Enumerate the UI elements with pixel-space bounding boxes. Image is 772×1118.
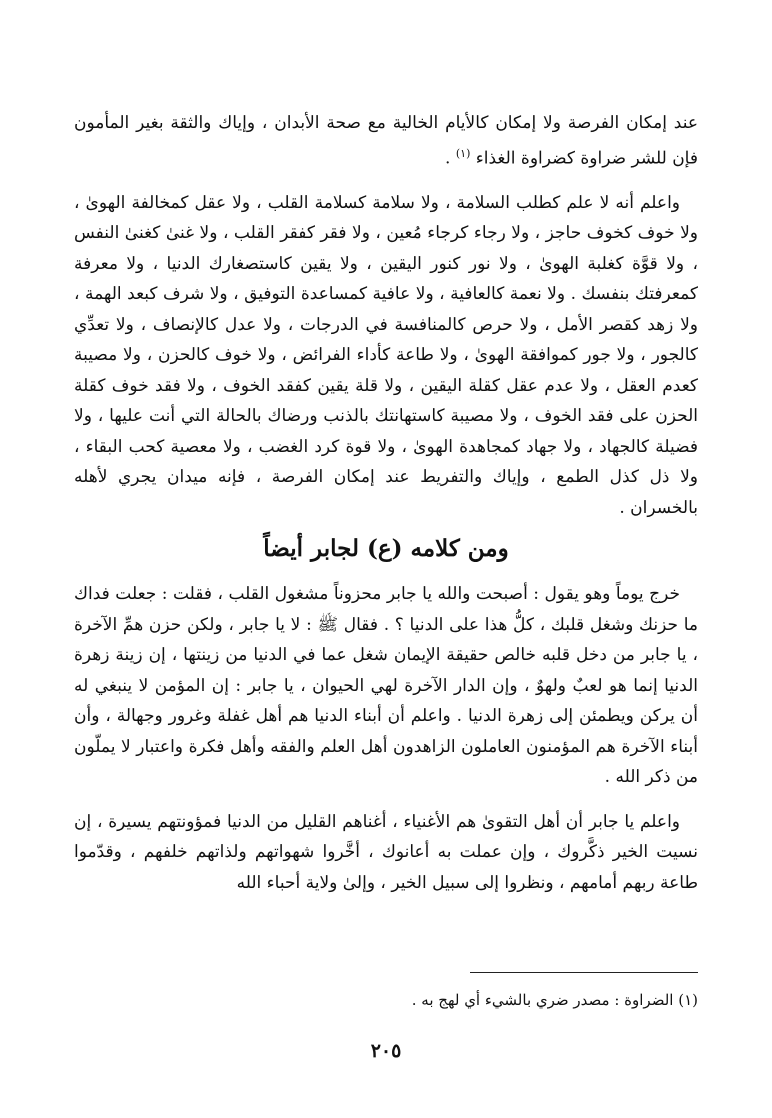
footnote: (١) الضراوة : مصدر ضري بالشيء أي لهج به . bbox=[411, 991, 698, 1009]
paragraph-gap bbox=[74, 793, 698, 807]
paragraph-3: خرج يوماً وهو يقول : أصبحت والله يا جابر محزوناً مشغول القلب ، فقلت : جعلت فداك ما حزنك وشغل قلبك ، كلُّ هذا على الدنيا ؟ . فقال ﷺ : لا يا جابر ، ولكن حزن همِّ الآخرة ، يا جابر من دخل قلبه خالص حقيقة الإيمان شغل عما في الدنيا من زينتها ، إن زينة زهرة الدنيا إنما هو لعبٌ ولهوٌ ، وإن الدار الآخرة لهي الحيوان ، يا جابر : إن المؤمن لا ينبغي له أن يركن ويطمئن إلى زهرة الدنيا . واعلم أن أبناء الدنيا هم أهل غفلة وغرور وجهالة ، وأن أبناء الآخرة هم المؤمنون العاملون الزاهدون أهل العلم والفقه وأهل فكرة واعتبار لا يملّون من ذكر الله . bbox=[74, 584, 698, 788]
footnote-rule bbox=[470, 972, 698, 973]
paragraph-1-end: . bbox=[445, 148, 451, 169]
paragraph-1-text: عند إمكان الفرصة ولا إمكان كالأيام الخالية مع صحة الأبدان ، وإياك والثقة بغير المأمون فإن للشر ضراوة كضراوة الغذاء bbox=[74, 113, 698, 169]
footnote-separator bbox=[74, 972, 698, 973]
paragraph-1 bbox=[74, 108, 698, 174]
main-text bbox=[74, 108, 698, 898]
page-number: ٢٠٥ bbox=[370, 1040, 402, 1062]
paragraph-gap bbox=[74, 174, 698, 188]
footnote-marker: (١) bbox=[455, 146, 471, 160]
section-heading: ومن كلامه (ع) لجابر أيضاً bbox=[263, 535, 509, 563]
paragraph-2: واعلم أنه لا علم كطلب السلامة ، ولا سلامة كسلامة القلب ، ولا عقل كمخالفة الهوىٰ ، ولا خوف كخوف حاجز ، ولا رجاء كرجاء مُعين ، ولا فقر كفقر القلب ، ولا غنىٰ كغنىٰ النفس ، ولا قوَّة كغلبة الهوىٰ ، ولا نور كنور اليقين ، ولا يقين كاستصغارك الدنيا ، ولا معرفة كمعرفتك بنفسك . ولا نعمة كالعافية ، ولا عافية كمساعدة التوفيق ، ولا شرف كبعد الهمة ، ولا زهد كقصر الأمل ، ولا حرص كالمنافسة في الدرجات ، ولا عدل كالإنصاف ، ولا تعدِّي كالجور ، ولا جور كموافقة الهوىٰ ، ولا طاعة كأداء الفرائض ، ولا خوف كالحزن ، ولا مصيبة كعدم العقل ، ولا عدم عقل كقلة اليقين ، ولا قلة يقين كفقد الخوف ، ولا فقد خوف كقلة الحزن على فقد الخوف ، ولا مصيبة كاستهانتك بالذنب ورضاك بالحالة التي أنت عليها ، ولا فضيلة كالجهاد ، ولا جهاد كمجاهدة الهوىٰ ، ولا قوة كرد الغضب ، ولا معصية كحب البقاء ، ولا ذل كذل الطمع ، وإياك والتفريط عند إمكان الفرصة ، فإنه ميدان يجري لأهله بالخسران . bbox=[74, 192, 698, 518]
paragraph-4: واعلم يا جابر أن أهل التقوىٰ هم الأغنياء ، أغناهم القليل من الدنيا فمؤونتهم يسيرة ، إن نسيت الخير ذكَّروك ، وإن عملت به أعانوك ، أخَّروا شهواتهم ولذاتهم خلفهم ، وقدّموا طاعة ربهم أمامهم ، ونظروا إلى سبيل الخير ، وإلىٰ ولاية أحباء الله bbox=[74, 811, 698, 893]
